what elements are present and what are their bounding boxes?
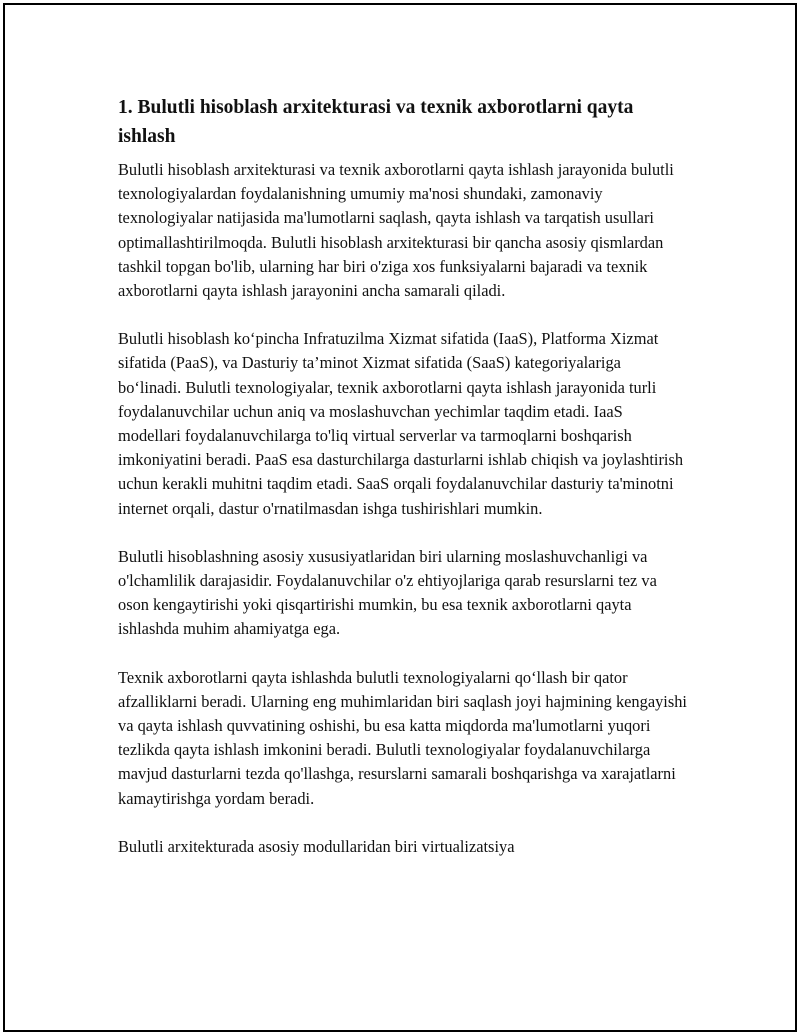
section-heading: 1. Bulutli hisoblash arxitekturasi va texnik axborotlarni qayta ishlash: [118, 97, 634, 147]
paragraph-5: Bulutli arxitekturada asosiy modullaridan biri virtualizatsiya: [118, 836, 515, 856]
paragraph-1: Bulutli hisoblash arxitekturasi va texnik axborotlarni qayta ishlash jarayonida bulutli texnologiyalardan foydalanishning umumiy ma'nosi shundaki, zamonaviy texnologiyalar natijasida ma'lumotlarni saqlash, qayta ishlash va tarqatish usullari optimallashtirilmoqda. Bulutli hisoblash arxitekturasi bir qancha asosiy qismlardan tashkil topgan bo'lib, ularning har biri o'ziga xos funksiyalarni bajaradi va texnik axborotlarni qayta ishlash jarayonini ancha samarali qiladi.: [118, 160, 674, 301]
paragraph-4: Texnik axborotlarni qayta ishlashda bulutli texnologiyalarni qo‘llash bir qator afzalliklarni beradi. Ularning eng muhimlaridan biri saqlash joyi hajmining kengayishi va qayta ishlash quvvatining oshishi, bu esa katta miqdorda ma'lumotlarni yuqori tezlikda qayta ishlash imkonini beradi. Bulutli texnologiyalar foydalanuvchilarga mavjud dasturlarni tezda qo'llashga, resurslarni samarali boshqarishga va xarajatlarni kamaytirishga yordam beradi.: [118, 667, 687, 808]
document-body: [118, 93, 688, 883]
paragraph-2: Bulutli hisoblash ko‘pincha Infratuzilma Xizmat sifatida (IaaS), Platforma Xizmat sifatida (PaaS), va Dasturiy ta’minot Xizmat sifatida (SaaS) kategoriyalariga bo‘linadi. Bulutli texnologiyalar, texnik axborotlarni qayta ishlash jarayonida turli foydalanuvchilar uchun aniq va moslashuvchan yechimlar taqdim etadi. IaaS modellari foydalanuvchilarga to'liq virtual serverlar va tarmoqlarni boshqarish imkoniyatini beradi. PaaS esa dasturchilarga dasturlarni ishlab chiqish va joylashtirish uchun kerakli muhitni taqdim etadi. SaaS orqali foydalanuvchilar dasturiy ta'minotni internet orqali, dastur o'rnatilmasdan ishga tushirishlari mumkin.: [118, 329, 684, 518]
paragraph-3: Bulutli hisoblashning asosiy xususiyatlaridan biri ularning moslashuvchanligi va o'lchamlilik darajasidir. Foydalanuvchilar o'z ehtiyojlariga qarab resurslarni tez va oson kengaytirishi yoki qisqartirishi mumkin, bu esa texnik axborotlarni qayta ishlashda muhim ahamiyatga ega.: [118, 546, 657, 639]
